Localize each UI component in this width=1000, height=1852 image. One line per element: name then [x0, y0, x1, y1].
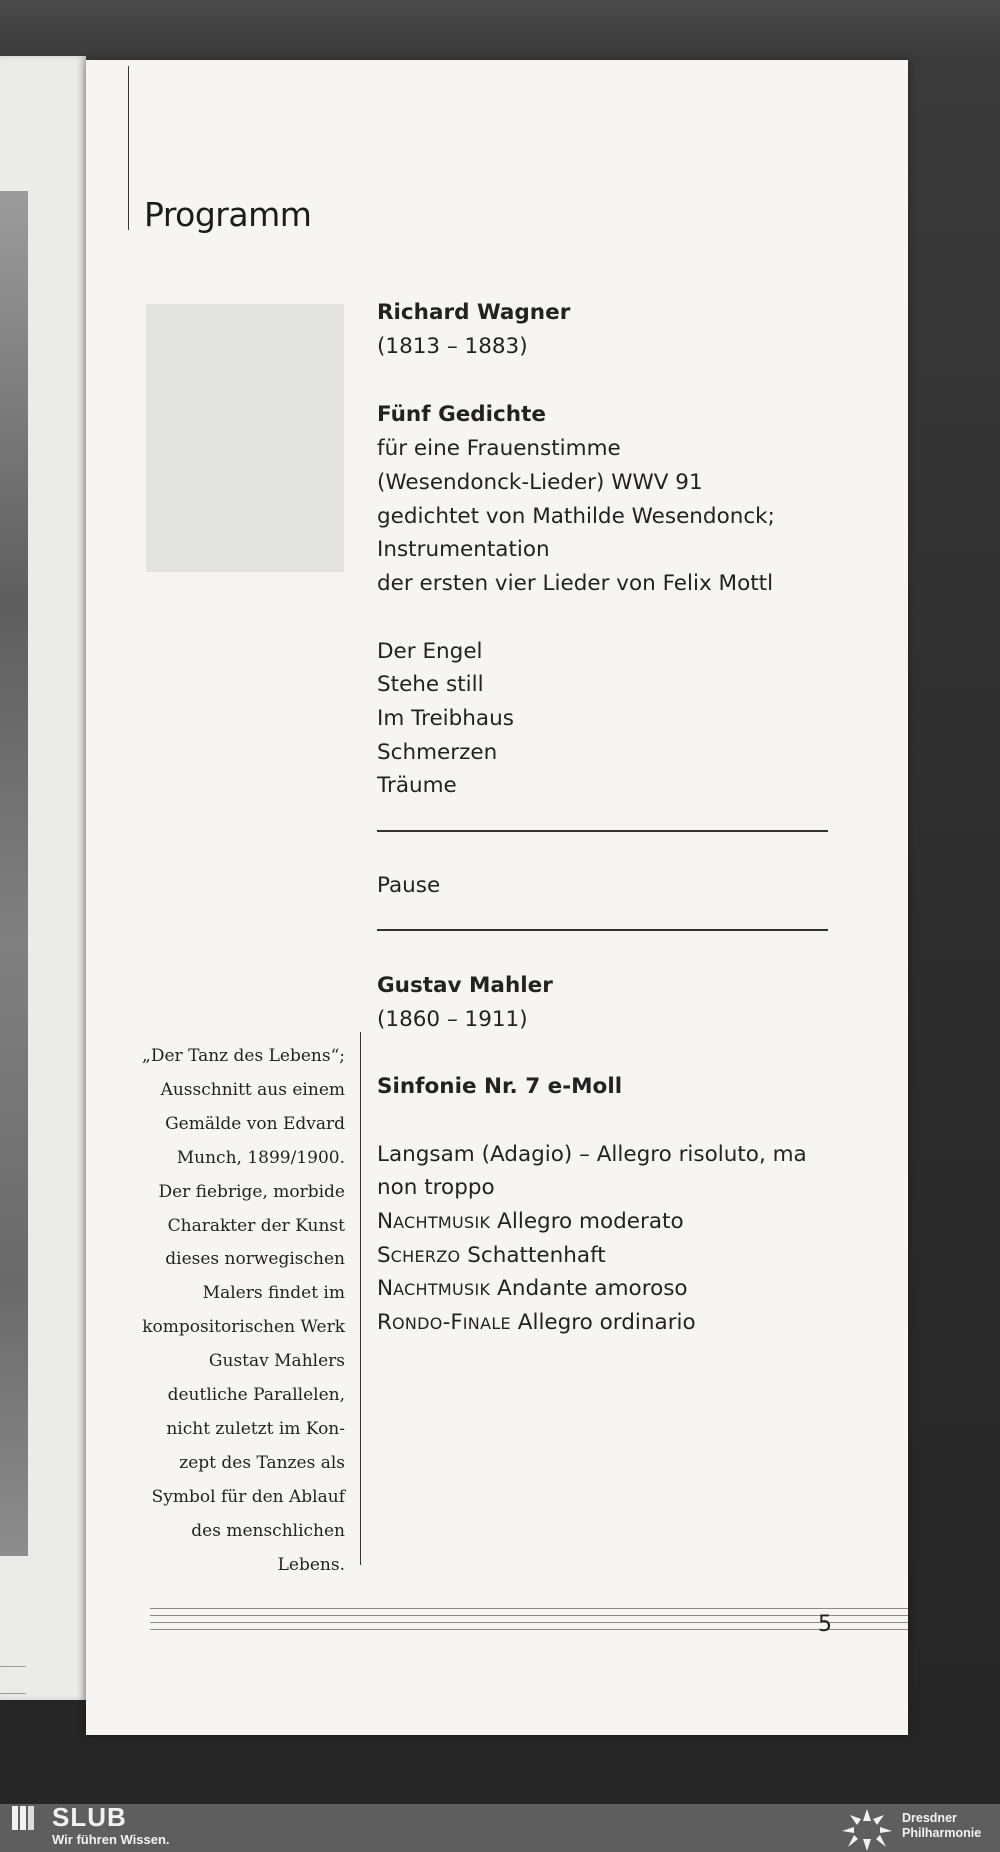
work-description-line: (Wesendonck-Lieder) WWV 91	[377, 470, 703, 495]
caption-line: dieses norwegischen	[165, 1249, 345, 1270]
movement-name-initial: F	[450, 1310, 463, 1335]
song-title: Im Treibhaus	[377, 706, 514, 731]
movement-name-initial: N	[377, 1209, 394, 1234]
movement-tempo: Allegro moderato	[490, 1209, 684, 1234]
song-title: Der Engel	[377, 639, 483, 664]
left-page-footer-rules	[0, 1666, 26, 1694]
portrait-placeholder-image	[146, 304, 344, 572]
caption-line: Gemälde von Edvard	[165, 1113, 345, 1134]
movement-line	[377, 1276, 688, 1301]
caption-line: zept des Tanzes als	[179, 1452, 345, 1473]
caption-line: kompositorischen Werk	[142, 1317, 345, 1338]
caption-line: „Der Tanz des Lebens“;	[142, 1046, 345, 1066]
caption-line: Ausschnitt aus einem	[160, 1079, 345, 1100]
composer-name: Richard Wagner	[377, 300, 571, 325]
footer-rules	[150, 1608, 908, 1638]
caption-line: Munch, 1899/1900.	[176, 1147, 345, 1168]
movement-name-initial: S	[377, 1243, 391, 1268]
symphony-title: Sinfonie Nr. 7 e-Moll	[377, 1074, 623, 1099]
left-neighbour-page	[0, 56, 86, 1700]
slub-logo-icon	[12, 1806, 38, 1830]
caption-line: Malers findet im	[202, 1283, 345, 1304]
divider-rule	[377, 929, 828, 931]
caption-line: deutliche Parallelen,	[167, 1385, 345, 1406]
movement-name-rest: CHERZO	[390, 1247, 461, 1266]
song-title: Schmerzen	[377, 740, 498, 765]
orchestra-name	[902, 1811, 981, 1841]
movement-name-rest: ONDO	[391, 1314, 443, 1333]
work-description-line: gedichtet von Mathilde Wesendonck;	[377, 504, 775, 529]
movement-line	[377, 1310, 696, 1335]
movement-tempo: Allegro ordinario	[510, 1310, 696, 1335]
composer-dates: (1813 – 1883)	[377, 334, 528, 359]
movement-line	[377, 1243, 606, 1268]
work-description-line: der ersten vier Lieder von Felix Mottl	[377, 571, 774, 596]
work-title: Fünf Gedichte	[377, 402, 546, 427]
library-name[interactable]: SLUB	[52, 1802, 127, 1832]
caption-line: Lebens.	[277, 1554, 345, 1575]
orchestra-logo-icon	[840, 1807, 894, 1851]
orchestra-name-line: Philharmonie	[902, 1826, 982, 1840]
page-number: 5	[818, 1612, 832, 1637]
left-page-photo	[0, 191, 28, 1556]
movement-name-initial: R	[377, 1310, 392, 1335]
movement-line: Langsam (Adagio) – Allegro risoluto, ma	[377, 1142, 807, 1167]
movement-name-initial: N	[377, 1276, 394, 1301]
work-description-line: Instrumentation	[377, 537, 550, 562]
movement-line	[377, 1209, 684, 1234]
caption-line: Symbol für den Ablauf	[151, 1486, 345, 1507]
image-caption	[140, 1040, 345, 1583]
page-title: Programm	[144, 195, 312, 234]
caption-line: des menschlichen	[191, 1520, 345, 1541]
caption-line: Der fiebrige, morbide	[158, 1181, 345, 1202]
intermission-label: Pause	[377, 873, 441, 898]
orchestra-name-line: Dresdner	[902, 1811, 957, 1825]
movement-tempo: Andante amoroso	[490, 1276, 688, 1301]
movement-line: non troppo	[377, 1175, 495, 1200]
caption-line: Charakter der Kunst	[167, 1215, 345, 1236]
song-title: Stehe still	[377, 672, 484, 697]
movement-name-rest: ACHTMUSIK	[393, 1213, 491, 1232]
caption-line: Gustav Mahlers	[208, 1351, 345, 1372]
divider-rule	[377, 830, 828, 832]
composer-dates: (1860 – 1911)	[377, 1007, 528, 1032]
movement-name-rest: ACHTMUSIK	[393, 1280, 491, 1299]
work-description-line: für eine Frauenstimme	[377, 436, 621, 461]
caption-line: nicht zuletzt im Kon-	[166, 1418, 345, 1439]
caption-divider-rule	[360, 1032, 361, 1565]
page-corner-line	[128, 66, 129, 230]
song-title: Träume	[377, 773, 457, 798]
composer-name: Gustav Mahler	[377, 973, 553, 998]
movement-name-rest: INALE	[462, 1314, 511, 1333]
library-tagline: Wir führen Wissen.	[52, 1832, 170, 1847]
movement-tempo: Schattenhaft	[460, 1243, 606, 1268]
movement-name-hyphen: -	[442, 1310, 451, 1335]
